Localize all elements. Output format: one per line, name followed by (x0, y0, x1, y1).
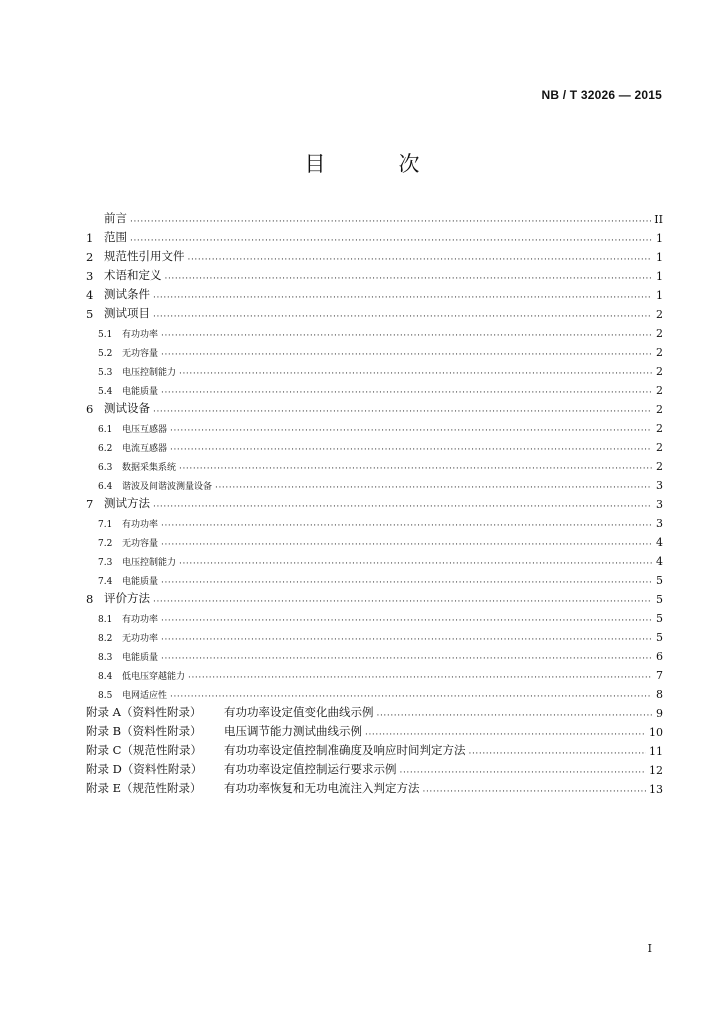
toc-entry-number: 8.3 (98, 653, 113, 663)
toc-entry-page: 6 (656, 650, 663, 663)
toc-entry-title: 术语和定义 (104, 268, 162, 282)
toc-entry-number: 4 (86, 288, 94, 302)
toc-entry-number: 6.4 (98, 482, 113, 492)
toc-entry-page: 3 (656, 498, 663, 511)
toc-entry[interactable] (86, 492, 663, 511)
dot-leader (130, 232, 652, 242)
appendix-page: 10 (649, 726, 663, 739)
appendix-page: 11 (649, 745, 663, 758)
toc-entry-title: 测试项目 (104, 306, 150, 320)
toc-entry[interactable] (86, 416, 663, 435)
dot-leader (153, 593, 652, 603)
toc-entry-number: 1 (86, 231, 94, 245)
toc-appendix-entry[interactable] (86, 739, 663, 758)
toc-entry-page: 4 (656, 555, 663, 568)
toc-entry[interactable] (86, 473, 663, 492)
appendix-title: 有功功率设定值变化曲线示例 (224, 705, 374, 719)
toc-entry[interactable] (86, 587, 663, 606)
standard-code: NB / T 32026 — 2015 (541, 88, 662, 102)
toc-entry[interactable] (86, 340, 663, 359)
dot-leader (170, 422, 652, 432)
toc-appendix-entry[interactable] (86, 701, 663, 720)
toc-entry-page: 2 (656, 384, 663, 397)
toc-entry[interactable] (86, 549, 663, 568)
toc-entry-number: 5 (86, 307, 94, 321)
toc-appendix-entry[interactable] (86, 758, 663, 777)
dot-leader (161, 346, 652, 356)
toc-entry-page: 2 (656, 365, 663, 378)
toc-entry-page: 5 (656, 612, 663, 625)
toc-appendix-entry[interactable] (86, 720, 663, 739)
toc-entry-number: 6.1 (98, 425, 113, 435)
toc-entry-number: 5.1 (98, 330, 113, 340)
toc-entry-title: 规范性引用文件 (104, 249, 185, 263)
toc-entry-title: 测试条件 (104, 287, 150, 301)
table-of-contents (86, 207, 663, 796)
toc-entry-title: 电压控制能力 (122, 558, 177, 568)
toc-entry[interactable] (86, 264, 663, 283)
appendix-label: 附录 B（资料性附录） (86, 724, 202, 738)
appendix-title: 电压调节能力测试曲线示例 (224, 724, 362, 738)
toc-entry-page: 2 (656, 441, 663, 454)
toc-entry-number: 7.2 (98, 539, 113, 549)
toc-entry-title: 测试方法 (104, 496, 150, 510)
toc-entry[interactable] (86, 435, 663, 454)
toc-entry-number: 3 (86, 269, 94, 283)
dot-leader (423, 783, 647, 793)
toc-entry-page: 1 (656, 232, 663, 245)
dot-leader (161, 517, 652, 527)
toc-entry-title: 范围 (104, 230, 127, 244)
toc-entry-page: 7 (656, 669, 663, 682)
dot-leader (153, 403, 652, 413)
dot-leader (153, 289, 652, 299)
toc-entry-title: 无功容量 (122, 349, 159, 359)
dot-leader (365, 726, 646, 736)
toc-entry-title: 电流互感器 (122, 444, 168, 454)
dot-leader (377, 707, 653, 717)
toc-entry-number: 5.3 (98, 368, 113, 378)
toc-entry-page: 2 (656, 346, 663, 359)
toc-entry-title: 无功容量 (122, 539, 159, 549)
dot-leader (179, 365, 652, 375)
toc-entry-number: 2 (86, 250, 94, 264)
dot-leader (179, 555, 652, 565)
appendix-label: 附录 D（资料性附录） (86, 762, 203, 776)
toc-entry[interactable] (86, 568, 663, 587)
dot-leader (170, 688, 652, 698)
toc-entry-page: 2 (656, 460, 663, 473)
toc-entry[interactable] (86, 682, 663, 701)
appendix-label: 附录 A（资料性附录） (86, 705, 202, 719)
toc-entry-page: 8 (656, 688, 663, 701)
appendix-title: 有功功率设定值控制运行要求示例 (224, 762, 397, 776)
toc-entry-title: 评价方法 (104, 591, 150, 605)
toc-entry-page: 5 (656, 631, 663, 644)
toc-entry-number: 8.4 (98, 672, 113, 682)
toc-entry-number: 6.2 (98, 444, 113, 454)
dot-leader (161, 327, 652, 337)
toc-entry[interactable] (86, 397, 663, 416)
toc-entry[interactable] (86, 283, 663, 302)
toc-entry-page: 3 (656, 479, 663, 492)
toc-entry[interactable] (86, 606, 663, 625)
dot-leader (170, 441, 652, 451)
dot-leader (161, 650, 652, 660)
toc-entry-title: 测试设备 (104, 401, 150, 415)
toc-entry-page: 5 (656, 574, 663, 587)
toc-entry-title: 低电压穿越能力 (122, 672, 186, 682)
toc-entry-number: 8.2 (98, 634, 113, 644)
toc-entry[interactable] (86, 245, 663, 264)
toc-entry-title: 有功功率 (122, 615, 159, 625)
appendix-title: 有功功率恢复和无功电流注入判定方法 (224, 781, 420, 795)
toc-entry[interactable] (86, 321, 663, 340)
toc-entry-number: 6.3 (98, 463, 113, 473)
dot-leader (161, 384, 652, 394)
toc-entry-title: 电压控制能力 (122, 368, 177, 378)
appendix-label: 附录 C（规范性附录） (86, 743, 202, 757)
toc-entry[interactable] (86, 644, 663, 663)
dot-leader (188, 669, 652, 679)
toc-entry-title: 电能质量 (122, 387, 159, 397)
toc-entry[interactable] (86, 530, 663, 549)
toc-entry[interactable] (86, 625, 663, 644)
toc-entry-title: 数据采集系统 (122, 463, 177, 473)
toc-entry-page: 1 (656, 270, 663, 283)
dot-leader (153, 308, 652, 318)
toc-entry[interactable] (86, 454, 663, 473)
toc-entry-title: 前言 (104, 211, 127, 225)
dot-leader (161, 612, 652, 622)
dot-leader (179, 460, 652, 470)
toc-entry-number: 5.4 (98, 387, 113, 397)
dot-leader (165, 270, 653, 280)
toc-entry-title: 电网适应性 (122, 691, 168, 701)
toc-entry-title: 电能质量 (122, 653, 159, 663)
toc-entry[interactable] (86, 511, 663, 530)
toc-entry-page: 1 (656, 289, 663, 302)
toc-entry-title: 电压互感器 (122, 425, 168, 435)
appendix-page: 9 (656, 707, 663, 720)
toc-entry-title: 电能质量 (122, 577, 159, 587)
dot-leader (161, 574, 652, 584)
dot-leader (215, 479, 652, 489)
page-number: I (647, 942, 652, 955)
toc-entry-title: 谐波及间谐波测量设备 (122, 482, 213, 492)
dot-leader (469, 745, 647, 755)
toc-entry[interactable] (86, 207, 663, 226)
toc-entry-number: 8 (86, 592, 94, 606)
toc-entry-page: 1 (656, 251, 663, 264)
toc-entry-number: 7.4 (98, 577, 113, 587)
toc-entry[interactable] (86, 359, 663, 378)
appendix-page: 13 (649, 783, 663, 796)
toc-entry-page: 3 (656, 517, 663, 530)
toc-entry-number: 8.5 (98, 691, 113, 701)
dot-leader (161, 631, 652, 641)
toc-entry[interactable] (86, 302, 663, 321)
toc-appendix-entry[interactable] (86, 777, 663, 796)
toc-entry[interactable] (86, 378, 663, 397)
toc-entry-page: 2 (656, 422, 663, 435)
dot-leader (188, 251, 653, 261)
toc-entry-title: 有功功率 (122, 330, 159, 340)
toc-entry[interactable] (86, 226, 663, 245)
toc-entry-page: 5 (656, 593, 663, 606)
toc-entry[interactable] (86, 663, 663, 682)
toc-entry-number: 7.3 (98, 558, 113, 568)
toc-entry-page: 2 (656, 403, 663, 416)
dot-leader (400, 764, 647, 774)
appendix-label: 附录 E（规范性附录） (86, 781, 202, 795)
page-title: 目 次 (304, 152, 446, 176)
appendix-page: 12 (649, 764, 663, 777)
toc-entry-title: 有功功率 (122, 520, 159, 530)
toc-entry-number: 6 (86, 402, 94, 416)
dot-leader (153, 498, 652, 508)
toc-entry-number: 8.1 (98, 615, 113, 625)
dot-leader (161, 536, 652, 546)
toc-entry-number: 7.1 (98, 520, 113, 530)
toc-entry-number: 5.2 (98, 349, 113, 359)
toc-entry-page: 2 (656, 308, 663, 321)
toc-entry-page: 4 (656, 536, 663, 549)
dot-leader (130, 213, 651, 223)
toc-entry-page: II (654, 213, 663, 226)
appendix-title: 有功功率设定值控制准确度及响应时间判定方法 (224, 743, 466, 757)
toc-entry-title: 无功功率 (122, 634, 159, 644)
toc-entry-page: 2 (656, 327, 663, 340)
toc-entry-number: 7 (86, 497, 94, 511)
